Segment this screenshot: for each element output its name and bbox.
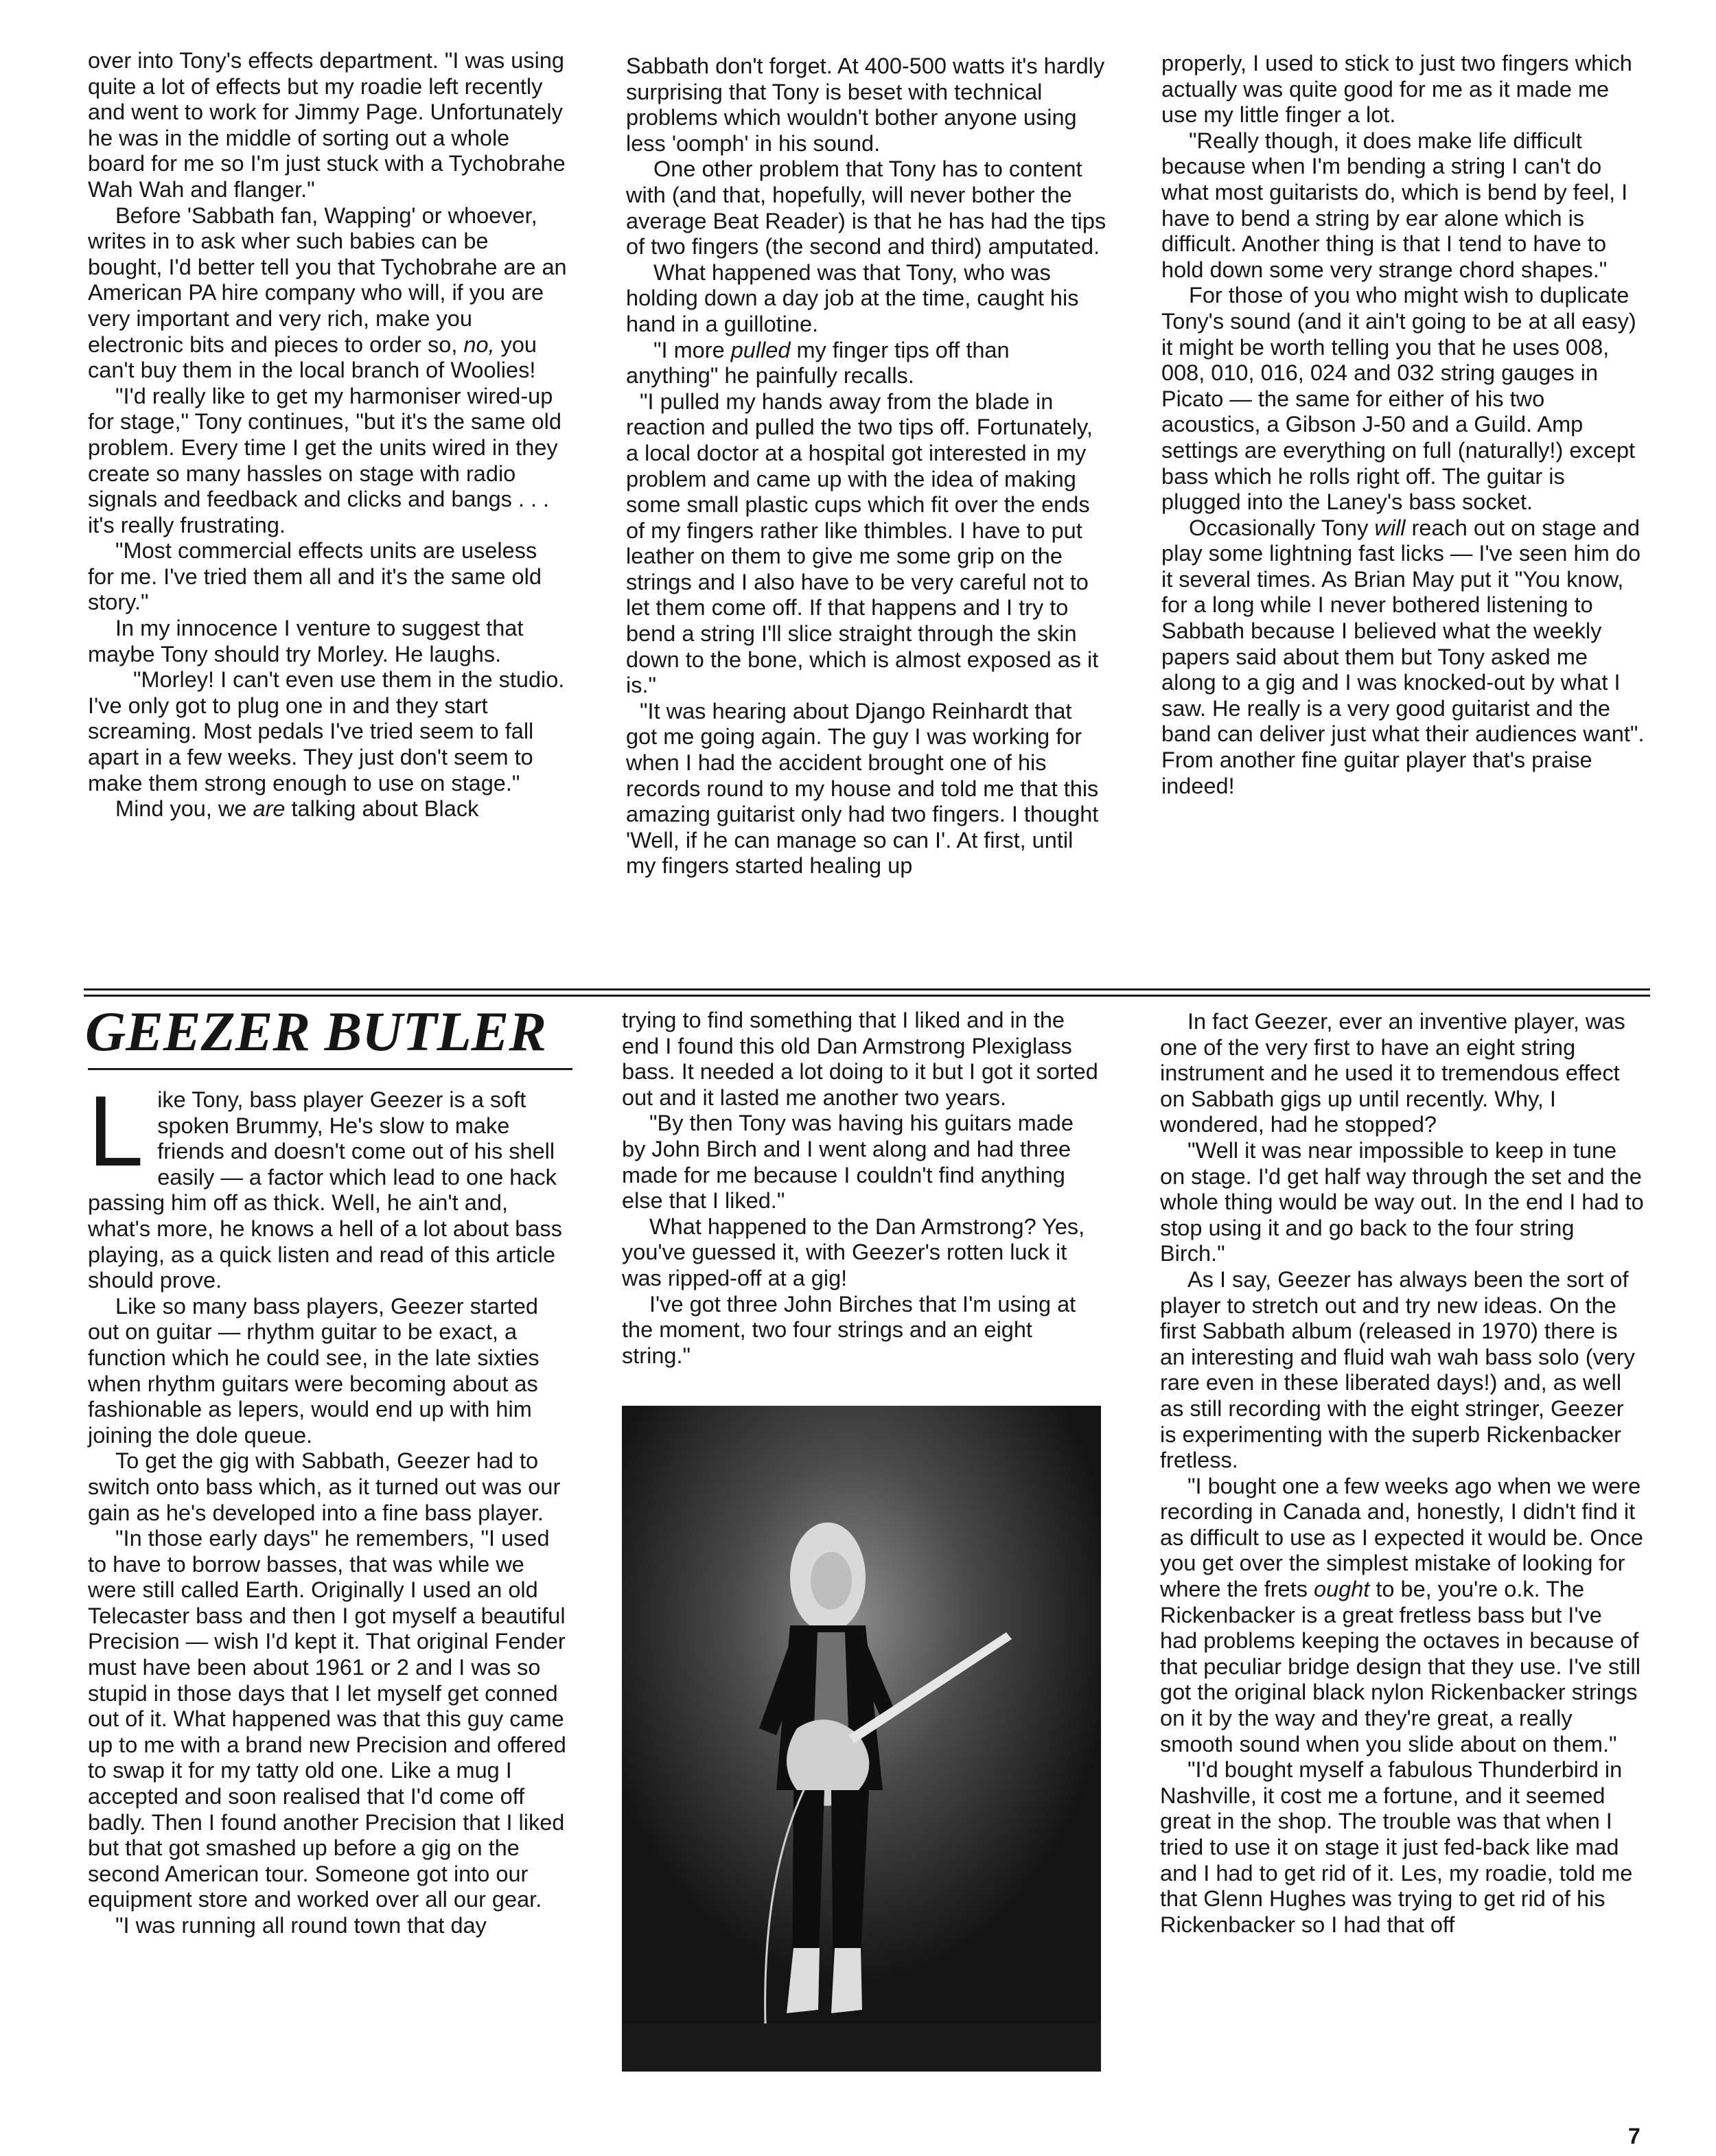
paragraph: Like Tony, bass player Geezer is a soft spoken Brummy, He's slow to make friends and doesn't come out of his shell easily — a factor which lead to one hack passing him off as thick. Well, he ain't and, what's more, he knows a hell of a lot about bass playing, as a quick listen and read of this article should prove.: [88, 1075, 562, 1293]
paragraph: In my innocence I venture to suggest that maybe Tony should try Morley. He laughs.: [88, 616, 524, 666]
paragraph: Mind you, we are talking about Black: [115, 796, 479, 822]
bassist-silhouette: [622, 1406, 1101, 2072]
paragraph: "I'd bought myself a fabulous Thunderbird in Nashville, it cost me a fortune, and it seemed great in the shop. The trouble was that when I tried to use it on stage it just fed-back like mad and I had to get rid of it. Les, my roadie, told me that Glenn Hughes was trying to get rid of his Rickenbacker so I had that off: [1160, 1757, 1633, 1937]
paragraph: "In those early days" he remembers, "I used to have to borrow basses, that was while we were still called Earth. Originally I used an old Telecaster bass and then I got myself a beautiful Precision — wish I'd kept it. That original Fender must have been about 1961 or 2 and I was so stupid in those days that I let myself get conned out of it. What happened was that this guy came up to me with a brand new Precision and offered to swap it for my tatty old one. Like a mug I accepted and soon realised that I'd come off badly. Then I found another Precision that I liked but that got smashed up before a gig on the second American tour. Someone got into our equipment store and worked over all our gear.: [88, 1526, 566, 1912]
headline: GEEZER BUTLER: [85, 1000, 547, 1063]
top-article-column-2: [626, 54, 1106, 879]
paragraph: "By then Tony was having his guitars made by John Birch and I went along and had three made for me because I couldn't find anything else that I liked.": [622, 1111, 1074, 1214]
paragraph: Like so many bass players, Geezer started out on guitar — rhythm guitar to be exact, a function which he could see, in the late sixties when rhythm guitars were becoming about as fashionable as lepers, would end up with him joining the dole queue.: [88, 1293, 540, 1448]
paragraph: Sabbath don't forget. At 400-500 watts it's hardly surprising that Tony is beset with technical problems which wouldn't bother anyone using less 'oomph' in his sound.: [626, 54, 1105, 156]
drop-cap: L: [88, 1075, 144, 1187]
paragraph: "I bought one a few weeks ago when we were recording in Canada and, honestly, I didn't find it as difficult to use as I expected it would be. Once you get over the simplest mistake of looking for where the frets ought to be, you're o.k. The Rickenbacker is a great fretless bass but I've had problems keeping the octaves in because of that peculiar bridge design that they use. I've still got the original black nylon Rickenbacker strings on it by the way and they're great, a really smooth sound when you slide about on them.": [1160, 1473, 1643, 1757]
paragraph: What happened to the Dan Armstrong? Yes, you've guessed it, with Geezer's rotten luck it was ripped-off at a gig!: [622, 1214, 1085, 1290]
paragraph: Occasionally Tony will reach out on stage and play some lightning fast licks — I've seen him do it several times. As Brian May put it "You know, for a long while I never bothered listening to Sabbath because I believed what the weekly papers said about them but Tony asked me along to a gig and I was knocked-out by what I saw. He really is a very good guitarist and the band can deliver just what their audiences want". From another fine guitar player that's praise indeed!: [1161, 515, 1645, 798]
paragraph: "I pulled my hands away from the blade in reaction and pulled the two tips off. Fortunately, a local doctor at a hospital got interested in my problem and came up with the idea of making some small plastic cups which fit over the ends of my fingers rather like thimbles. I have to put leather on them to give me some grip on the strings and I also have to be very careful not to let them come off. If that happens and I try to bend a string I'll slice straight through the skin down to the bone, which is almost exposed as it is.": [626, 389, 1099, 698]
concert-photo: [622, 1406, 1101, 2072]
geezer-column-3: [1160, 1009, 1644, 1938]
paragraph: trying to find something that I liked and in the end I found this old Dan Armstrong Plexiglass bass. It needed a lot doing to it but I got it sorted out and it lasted me another two years.: [622, 1008, 1098, 1110]
paragraph: As I say, Geezer has always been the sort of player to stretch out and try new ideas. On the first Sabbath album (released in 1970) there is an interesting and fluid wah wah bass solo (very rare even in these liberated days!) and, as well as still recording with the eight stringer, Geezer is experimenting with the superb Rickenbacker fretless.: [1160, 1266, 1635, 1473]
paragraph: "Morley! I can't even use them in the studio. I've only got to plug one in and they start screaming. Most pedals I've tried seem to fall apart in a few weeks. They just don't seem to make them strong enough to use on stage.": [88, 667, 565, 796]
paragraph: properly, I used to stick to just two fingers which actually was quite good for me as it made me use my little finger a lot.: [1161, 51, 1632, 128]
paragraph: To get the gig with Sabbath, Geezer had to switch onto bass which, as it turned out was our gain as he's developed into a fine bass player.: [88, 1448, 561, 1525]
paragraph: "Well it was near impossible to keep in tune on stage. I'd get half way through the set and the whole thing would be way out. In the end I had to stop using it and go back to the four string Birch.": [1160, 1137, 1644, 1266]
paragraph: "Most commercial effects units are useless for me. I've tried them all and it's the same old story.": [88, 538, 542, 615]
paragraph: "I was running all round town that day: [115, 1913, 487, 1938]
geezer-column-2: [622, 1008, 1102, 1369]
paragraph: "I more pulled my finger tips off than anything" he painfully recalls.: [626, 337, 1010, 389]
paragraph: For those of you who might wish to duplicate Tony's sound (and it ain't going to be at all easy) it might be worth telling you that he uses 008, 008, 010, 016, 024 and 032 string gauges in Picato — the same for either of his two acoustics, a Gibson J-50 and a Guild. Amp settings are everything on full (naturally!) except bass which he rolls right off. The guitar is plugged into the Laney's bass socket.: [1161, 283, 1636, 515]
paragraph: One other problem that Tony has to content with (and that, hopefully, will never bother the average Beat Reader) is that he has had the tips of two fingers (the second and third) amputated.: [626, 157, 1106, 259]
geezer-column-1: [88, 1075, 568, 1939]
top-article-column-3: [1161, 51, 1645, 799]
paragraph: over into Tony's effects department. "I was using quite a lot of effects but my roadie left recently and went to work for Jimmy Page. Unfortunately he was in the middle of sorting out a whole board for me so I'm just stuck with a Tychobrahe Wah Wah and flanger.": [88, 48, 566, 202]
page-number: 7: [1628, 2124, 1640, 2148]
paragraph: Before 'Sabbath fan, Wapping' or whoever, writes in to ask wher such babies can be bought, I'd better tell you that Tychobrahe are an American PA hire company who will, if you are very important and very rich, make you electronic bits and pieces to order so, no, you can't buy them in the local branch of Woolies!: [88, 202, 567, 383]
paragraph: "I'd really like to get my harmoniser wired-up for stage," Tony continues, "but it's the same old problem. Every time I get the units wired in they create so many hassles on stage with radio signals and feedback and clicks and bangs . . . it's really frustrating.: [88, 383, 561, 537]
paragraph: "It was hearing about Django Reinhardt that got me going again. The guy I was working for when I had the accident brought one of his records round to my house and told me that this amazing guitarist only had two fingers. I thought 'Well, if he can manage so can I'. At first, until my fingers started healing up: [626, 698, 1099, 879]
paragraph: In fact Geezer, ever an inventive player, was one of the very first to have an eight string instrument and he used it to tremendous effect on Sabbath gigs up until recently. Why, I wondered, had he stopped?: [1160, 1009, 1625, 1137]
paragraph: What happened was that Tony, who was holding down a day job at the time, caught his hand in a guillotine.: [626, 259, 1079, 336]
top-article-column-1: [88, 48, 568, 822]
headline-rule: [88, 1068, 572, 1070]
paragraph: "Really though, it does make life difficult because when I'm bending a string I can't do what most guitarists do, which is bend by feel, I have to bend a string by ear alone which is difficult. Another thing is that I tend to have to hold down some very strange chord shapes.": [1161, 128, 1628, 282]
paragraph: I've got three John Birches that I'm using at the moment, two four strings and an eight string.": [622, 1291, 1076, 1368]
